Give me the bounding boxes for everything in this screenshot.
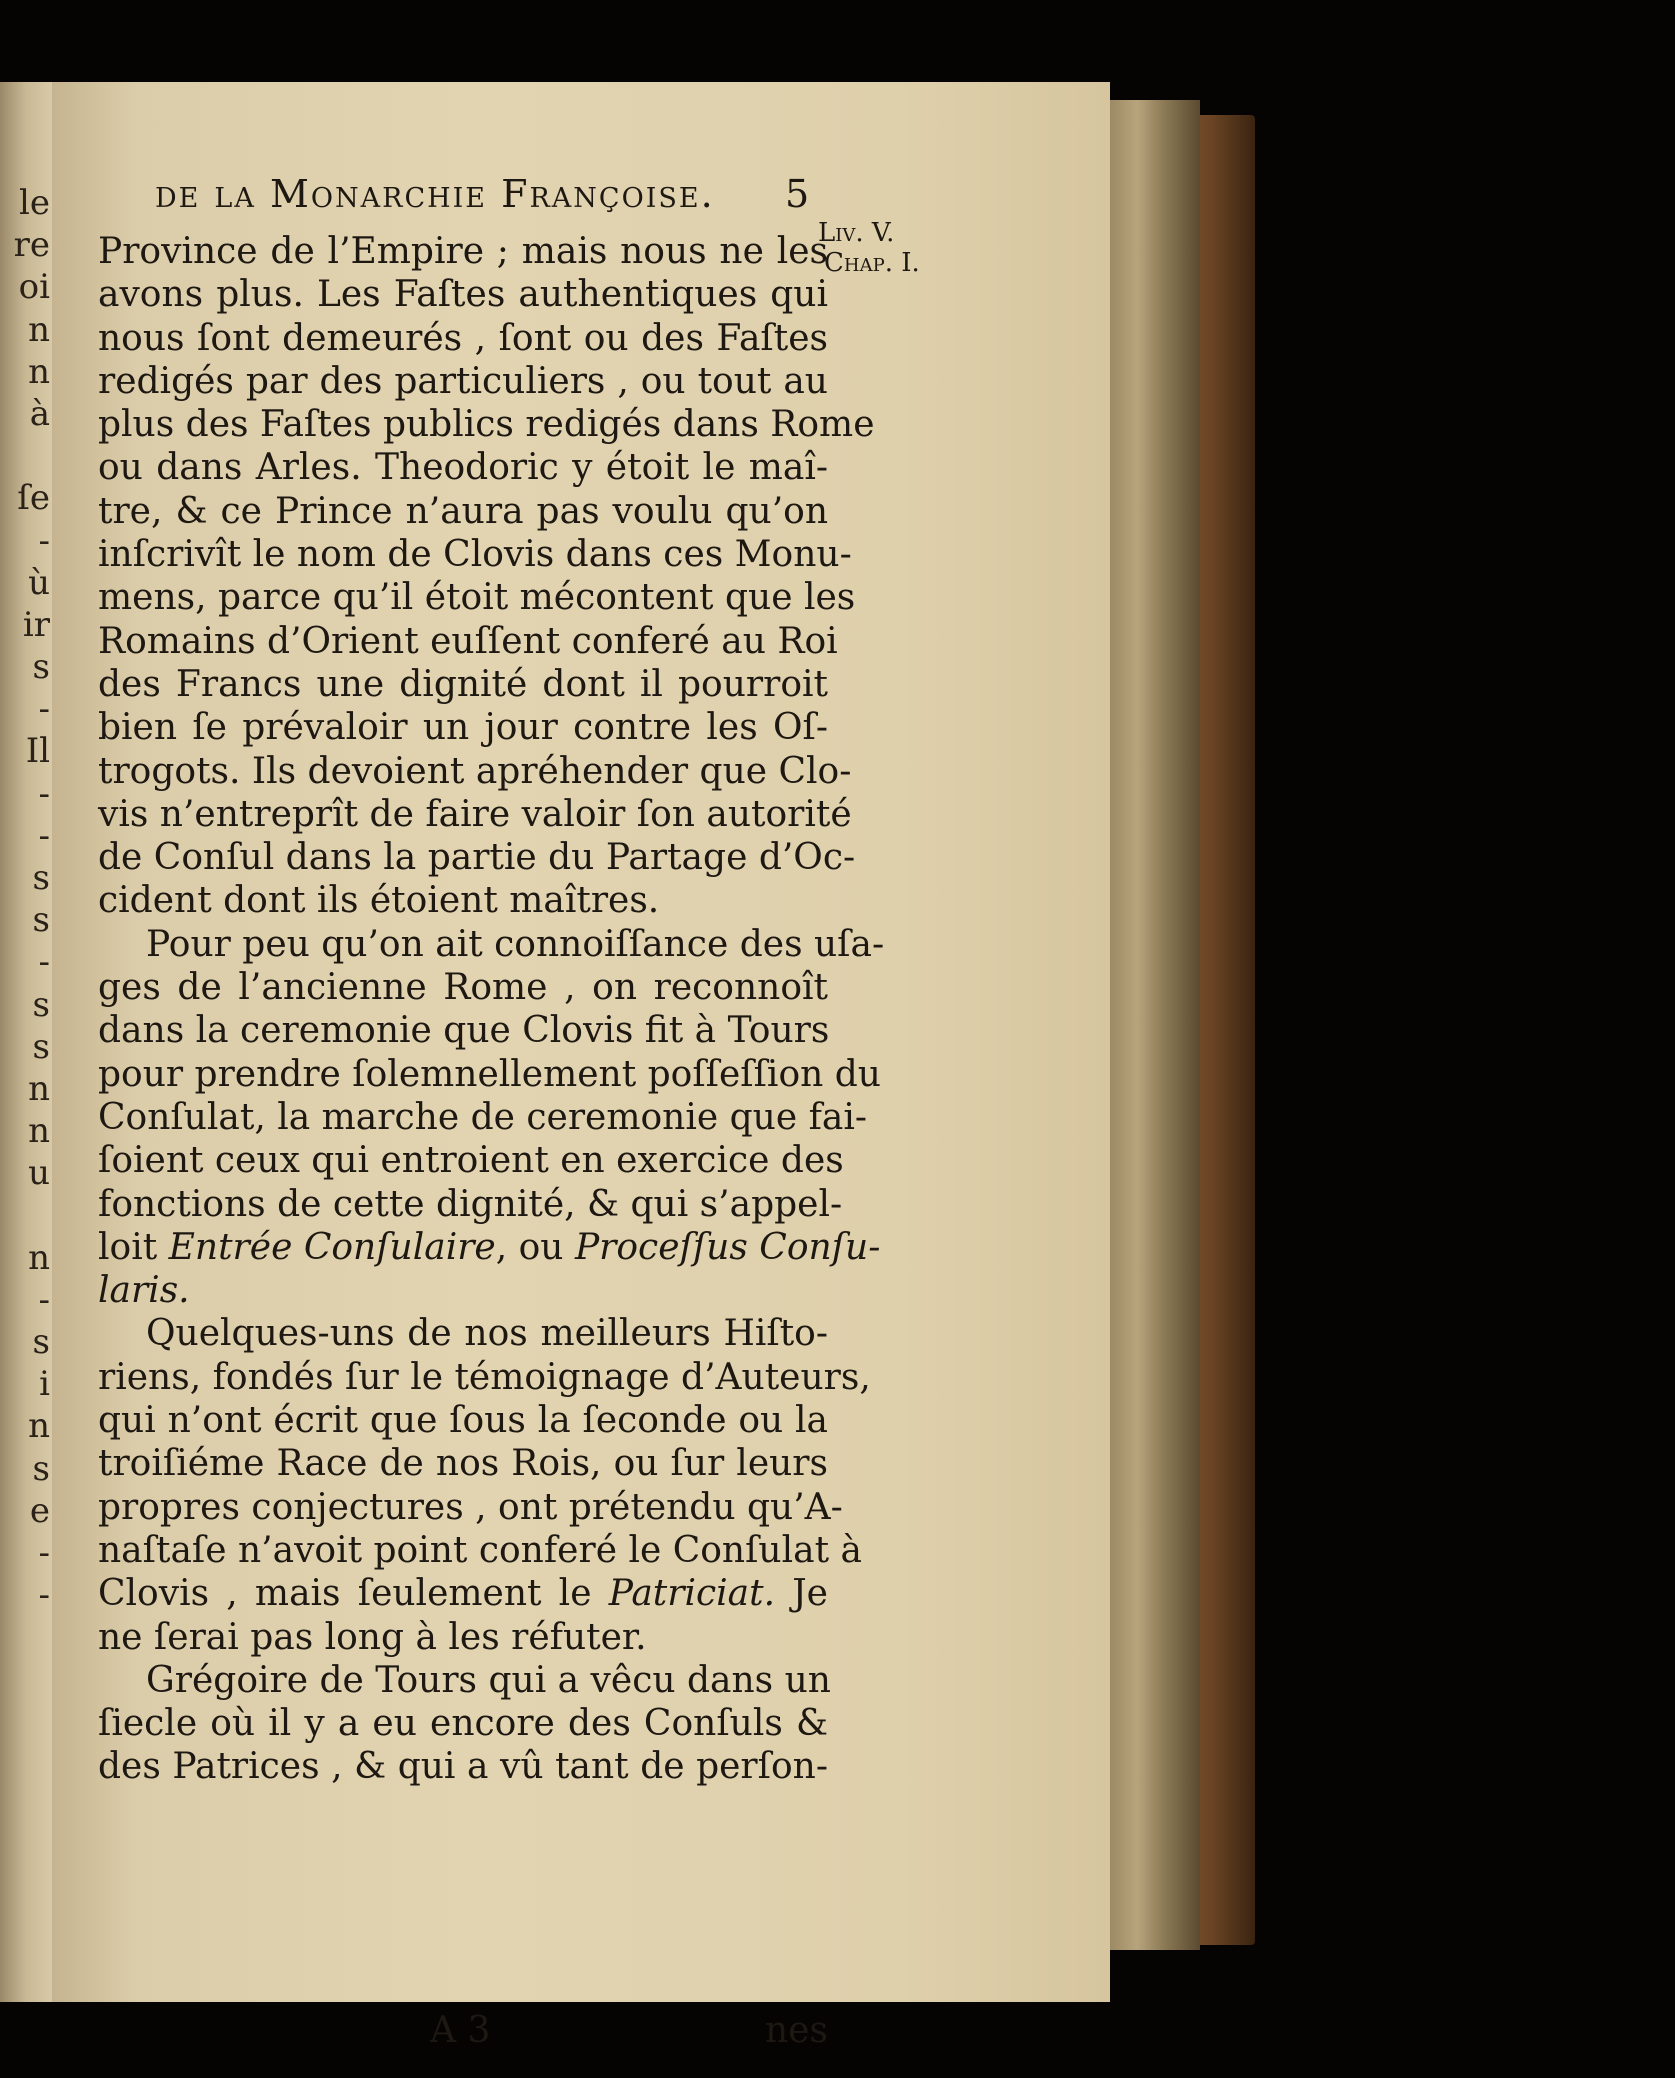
facing-page-fragment: -	[38, 773, 50, 814]
marginal-note-book: Liv. V.	[818, 218, 895, 248]
facing-page-fragment: n	[28, 1406, 50, 1447]
text-line: trogots. Ils devoient apréhender que Clo-	[98, 750, 852, 792]
text-line: ne ſerai pas long à les réfuter.	[98, 1616, 647, 1658]
facing-page-fragment: n	[28, 309, 50, 350]
text-line: ſiecle où il y a eu encore des Conſuls &	[98, 1703, 828, 1745]
text-line: avons plus. Les Faſtes authentiques qui	[98, 274, 828, 316]
text-line: dans la ceremonie que Clovis fit à Tours	[98, 1010, 830, 1052]
facing-page-fragment: -	[38, 942, 50, 983]
text-line: qui n’ont écrit que ſous la ſeconde ou la	[98, 1400, 828, 1442]
text-line: Grégoire de Tours qui a vêcu dans un	[146, 1659, 831, 1701]
marginal-note-chapter: Chap. I.	[824, 248, 920, 278]
facing-page-fragment: -	[38, 815, 50, 856]
facing-page-fragment: -	[38, 520, 50, 561]
facing-page-fragment: e	[29, 1490, 50, 1531]
text-line: redigés par des particuliers , ou tout au	[98, 360, 828, 402]
text-line: pour prendre ſolemnellement poſſeſſion du	[98, 1053, 881, 1095]
facing-page-fragment: -	[38, 1533, 50, 1573]
facing-page-fragment	[2, 1195, 50, 1237]
text-line: propres conjectures , ont prétendu qu’A-	[98, 1486, 843, 1528]
text-line: Clovis , mais ſeulement le Patriciat. Je	[98, 1573, 828, 1615]
facing-page-text-fragments	[2, 82, 50, 1616]
text-line: des Francs une dignité dont il pourroit	[98, 663, 828, 705]
text-line: cident dont ils étoient maîtres.	[98, 880, 660, 922]
facing-page-fragment: -	[38, 689, 50, 730]
text-line: vis n’entreprît de faire valoir ſon autorité	[98, 793, 852, 835]
text-line: inſcrivît le nom de Clovis dans ces Monu-	[98, 534, 852, 576]
facing-page-fragment: Il	[25, 731, 50, 772]
facing-page-fragment: s	[32, 1026, 50, 1067]
facing-page-fragment: i	[39, 1364, 50, 1405]
text-line: Romains d’Orient euſſent conferé au Roi	[98, 620, 838, 662]
text-line: Quelques-uns de nos meilleurs Hiſto-	[146, 1313, 828, 1355]
text-line: plus des Faſtes publics redigés dans Rome	[98, 404, 875, 446]
text-line: laris.	[98, 1270, 190, 1312]
facing-page-fragment: s	[32, 1322, 50, 1363]
text-line: tre, & ce Prince n’aura pas voulu qu’on	[98, 490, 828, 532]
catchword: nes	[765, 2010, 828, 2051]
facing-page-edge	[0, 82, 54, 2002]
facing-page-fragment: n	[28, 1068, 50, 1109]
facing-page-fragment: ù	[28, 562, 50, 603]
facing-page-fragment: s	[32, 984, 50, 1025]
facing-page-fragment: re	[13, 225, 50, 266]
text-line: Province de l’Empire ; mais nous ne les	[98, 231, 828, 272]
text-line: ou dans Arles. Theodoric y étoit le maî-	[98, 447, 828, 489]
text-line: nous ſont demeurés , ſont ou des Faſtes	[98, 317, 828, 359]
facing-page-fragment: n	[28, 1111, 50, 1152]
facing-page-fragment: ſe	[17, 478, 50, 519]
facing-page-fragment: ir	[22, 604, 50, 645]
facing-page-fragment: -	[38, 1279, 50, 1320]
marginal-note	[818, 218, 920, 278]
text-line: mens, parce qu’il étoit mécontent que les	[98, 577, 856, 619]
text-line: troiſiéme Race de nos Rois, ou ſur leurs	[98, 1443, 828, 1485]
text-line: Conſulat, la marche de ceremonie que fai-	[98, 1096, 868, 1138]
text-line: riens, fondés ſur le témoignage d’Auteurs,	[98, 1356, 871, 1398]
facing-page-fragment: n	[28, 1237, 50, 1278]
facing-page-fragment: à	[29, 393, 50, 434]
facing-page-fragment: s	[32, 858, 50, 898]
facing-page-fragment	[2, 435, 50, 477]
running-head: de la Monarchie Françoise.	[155, 172, 715, 216]
text-line: loit Entrée Conſulaire, ou Proceſſus Conſu-	[98, 1226, 881, 1268]
facing-page-fragment: -	[38, 1575, 50, 1616]
facing-page-fragment: oi	[18, 267, 50, 308]
text-line: ges de l’ancienne Rome , on reconnoît	[98, 967, 828, 1009]
text-line: bien ſe prévaloir un jour contre les Oſ-	[98, 707, 828, 749]
text-line: des Patrices , & qui a vû tant de perſon-	[98, 1746, 828, 1788]
page-fore-edge	[1110, 100, 1200, 1950]
facing-page-fragment: u	[28, 1153, 50, 1194]
signature-mark: A 3	[430, 2010, 491, 2051]
facing-page-fragment: n	[28, 351, 50, 392]
text-line: de Conſul dans la partie du Partage d’Oc-	[98, 837, 856, 879]
facing-page-fragment: s	[32, 1448, 50, 1489]
text-line: ſoient ceux qui entroient en exercice des	[98, 1140, 844, 1182]
facing-page-fragment: s	[32, 900, 50, 941]
text-line: fonctions de cette dignité, & qui s’appel-	[98, 1183, 843, 1225]
facing-page-fragment: le	[19, 183, 50, 223]
facing-page-fragment: s	[32, 647, 50, 688]
page-number: 5	[785, 172, 810, 216]
text-line: Pour peu qu’on ait connoiſſance des uſa-	[146, 923, 885, 965]
text-line: naſtaſe n’avoit point conferé le Conſulat à	[98, 1529, 862, 1571]
